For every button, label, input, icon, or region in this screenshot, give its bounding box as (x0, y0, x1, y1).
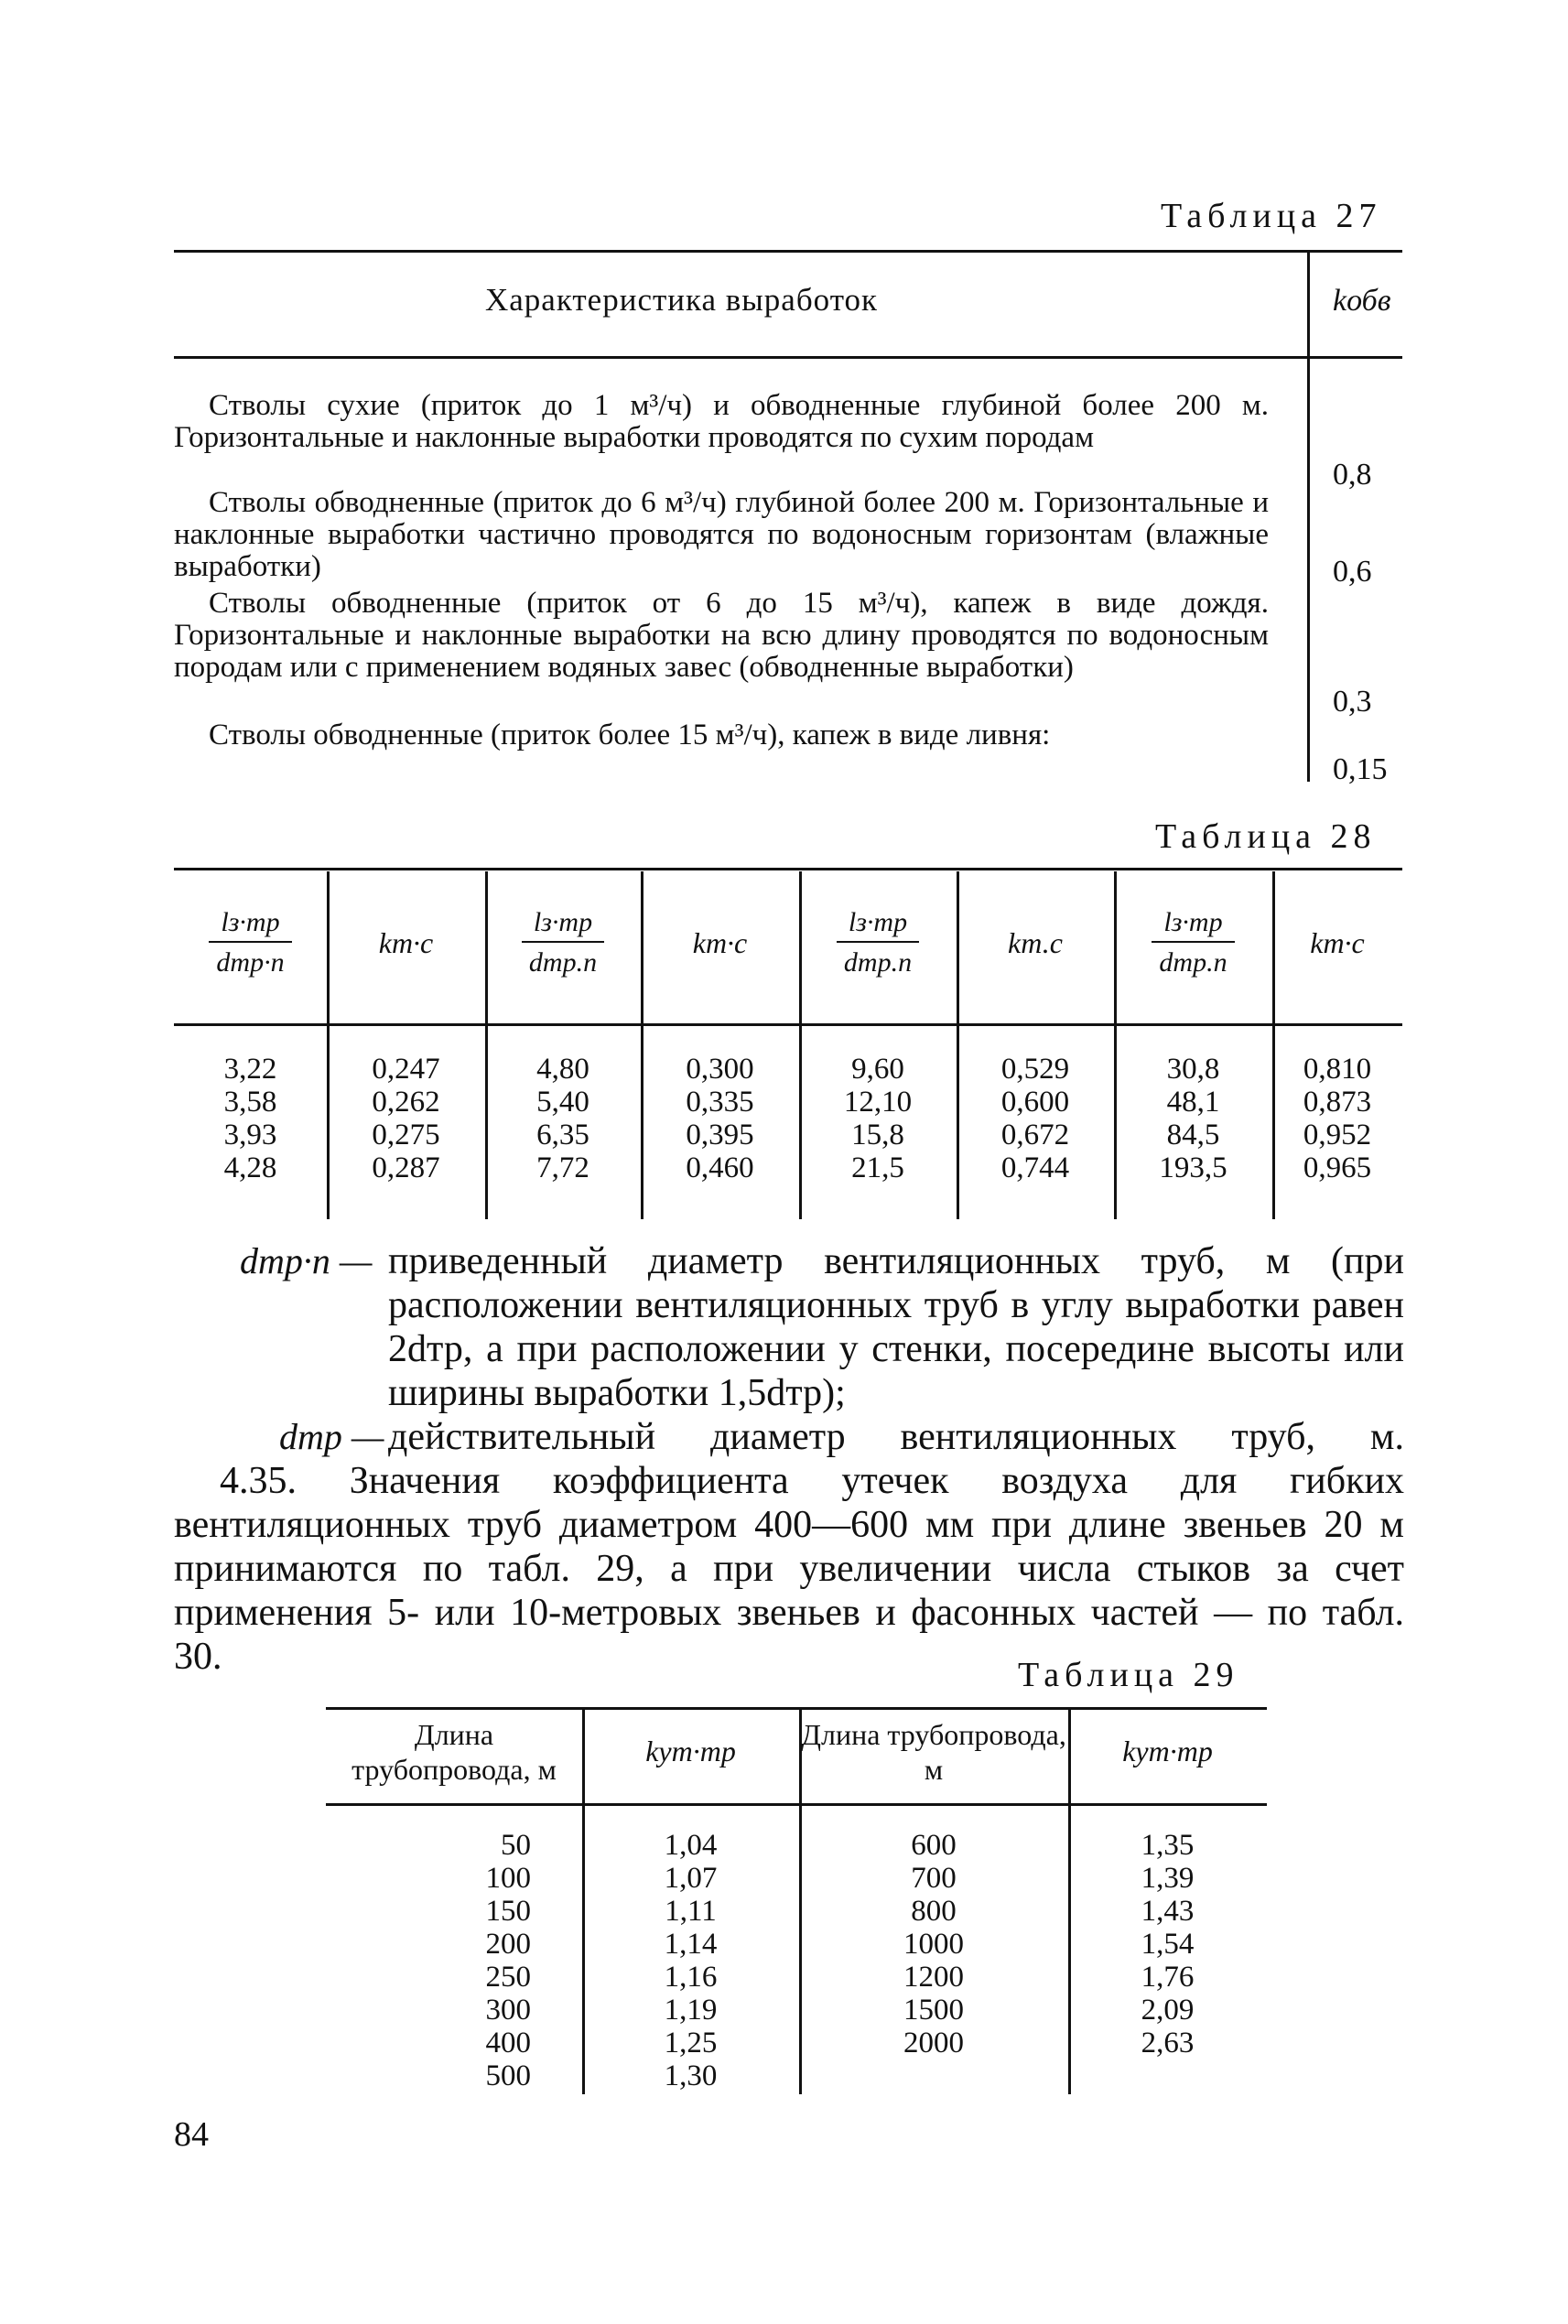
table-29-header-length-1: Длина трубопровода, м (351, 1718, 557, 1786)
table-28-col-2: 0,247 0,262 0,275 0,287 (372, 1053, 440, 1184)
table-28-header-k-4: kт·с (1310, 926, 1365, 959)
table-27-row-3-value: 0,3 (1333, 685, 1372, 719)
table-28-col-5: 9,60 12,10 15,8 21,5 (843, 1053, 913, 1184)
table-27-header-k: kобв (1333, 284, 1391, 318)
table-29-col-1: 50 100 150 200 250 300 400 500 (485, 1829, 531, 2092)
table-27-header-text: Характеристика выработок (485, 282, 879, 318)
table-28-col-8: 0,810 0,873 0,952 0,965 (1303, 1053, 1372, 1184)
table-28-caption: Таблица 28 (1155, 817, 1377, 856)
table-28-header-rule (174, 1023, 1402, 1026)
table-29-caption: Таблица 29 (1018, 1656, 1239, 1694)
table-28-header-ratio-1: $\frac{lз\cdot тр}{\text{dтр·п}}$ (174, 906, 327, 979)
paragraph-4-35: 4.35. Значения коэффициента утечек воздуха для гибких вентиляционных труб диаметром 400—600 мм при длине звеньев 20 м принимаются по табл. 29, а при увеличении числа стыков за счет применения 5- или 10-метровых звеньев и фасонных частей — по табл. 30. (174, 1460, 1404, 1678)
table-27-row-2-text: Стволы обводненные (приток до 6 м³/ч) глубиной более 200 м. Горизонтальные и наклонные выработки частично проводятся по водоносным горизонтам (влажные выработки) (174, 486, 1269, 583)
table-28-header-ratio-2: $\frac{lз\cdot тр}{\text{dтр.п}}$ (485, 906, 641, 979)
note-d-tr-text: действительный диаметр вентиляционных труб, м. (388, 1416, 1404, 1458)
table-27-col-divider (1307, 253, 1310, 782)
table-28-header-ratio-4: $\frac{lз\cdot тр}{\text{dтр.п}}$ (1114, 906, 1272, 979)
table-29-col-2: 1,04 1,07 1,11 1,14 1,16 1,19 1,25 1,30 (664, 1829, 718, 2092)
note-d-tr-p-text: приведенный диаметр вентиляционных труб, м (при расположении вентиляционных труб в углу выработки равен 2dтр, а при расположении у стенки, посередине высоты или ширины выработки 1,5dтр); (388, 1240, 1404, 1414)
table-28-col-1: 3,22 3,58 3,93 4,28 (223, 1053, 277, 1184)
table-27-row-4-value: 0,15 (1333, 752, 1388, 786)
table-28-col-4: 0,300 0,335 0,395 0,460 (686, 1053, 754, 1184)
table-28-header-k-3: kт.с (1008, 926, 1063, 959)
page-number: 84 (174, 2115, 209, 2154)
table-28-col-3: 4,80 5,40 6,35 7,72 (536, 1053, 589, 1184)
note-d-tr-symbol: dтр — (279, 1416, 384, 1457)
table-28-col-7: 30,8 48,1 84,5 193,5 (1159, 1053, 1227, 1184)
table-27-row-4-text: Стволы обводненные (приток более 15 м³/ч), капеж в виде ливня: (209, 719, 1051, 751)
table-29-header-length-2: Длина трубопровода, м (801, 1718, 1066, 1786)
table-27-row-2-value: 0,6 (1333, 555, 1372, 589)
table-29-header-k-1: kут·тр (645, 1735, 736, 1767)
table-28-header-ratio-3: $\frac{lз\cdot тр}{\text{dтр.п}}$ (799, 906, 957, 979)
table-29-col-4: 1,35 1,39 1,43 1,54 1,76 2,09 2,63 (1141, 1829, 1195, 2059)
table-27-row-1-text: Стволы сухие (приток до 1 м³/ч) и обводненные глубиной более 200 м. Горизонтальные и наклонные выработки проводятся по сухим породам (174, 389, 1269, 454)
note-d-tr-p-symbol: dтр·п — (240, 1240, 373, 1281)
table-29-top-rule (326, 1707, 1267, 1710)
table-27-top-rule (174, 250, 1402, 253)
table-28-col-6: 0,529 0,600 0,672 0,744 (1000, 1053, 1070, 1184)
table-28-header-k-1: kт·с (378, 926, 434, 959)
table-27-header-rule (174, 356, 1402, 359)
table-29-header-rule (326, 1803, 1267, 1806)
table-29-header-k-2: kут·тр (1122, 1735, 1213, 1767)
table-27-row-3-text: Стволы обводненные (приток от 6 до 15 м³/ч), капеж в виде дождя. Горизонтальные и наклонные выработки на всю длину проводятся по водоносным породам или с применением водяных завес (обводненные выработки) (174, 587, 1269, 684)
table-28-header-k-2: kт·с (692, 926, 748, 959)
table-27-caption: Таблица 27 (1161, 197, 1382, 235)
table-28-top-rule (174, 868, 1402, 870)
table-27-row-1-value: 0,8 (1333, 458, 1372, 492)
table-29-col-3: 600 700 800 1000 1200 1500 2000 (903, 1829, 964, 2059)
